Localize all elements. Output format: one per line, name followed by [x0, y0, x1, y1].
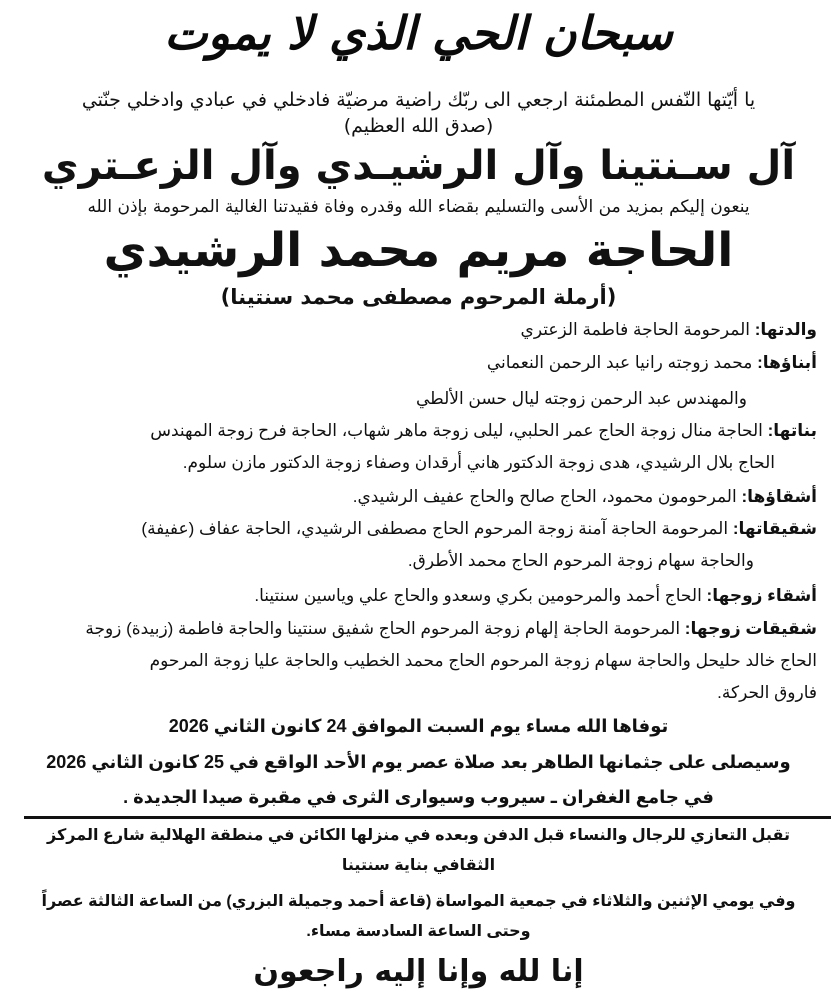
- burial-line: في جامع الغفران ـ سيروب وسيوارى الثرى في مقبرة صيدا الجديدة .: [123, 787, 714, 807]
- relative-husband-brothers: [254, 583, 817, 609]
- relative-daughters: [150, 418, 817, 444]
- relative-husband-sisters-cont: فاروق الحركة.: [717, 683, 817, 702]
- relative-label: أشقاؤها:: [741, 487, 817, 506]
- calligraphy-header: سبحان الحي الذي لا يموت: [164, 6, 673, 60]
- relative-daughters-cont: الحاج بلال الرشيدي، هدى زوجة الدكتور هاني أرقدان وصفاء زوجة الدكتور مازن سلوم.: [182, 453, 775, 472]
- relative-husband-sisters-cont: الحاج خالد حليحل والحاجة سهام زوجة المرحوم الحاج محمد الخطيب والحاجة عليا زوجة المرحوم: [149, 651, 817, 670]
- relative-text: الحاجة منال زوجة الحاج عمر الحلبي، ليلى زوجة ماهر شهاب، الحاجة فرح زوجة المهندس: [150, 421, 763, 440]
- relative-mother: [521, 317, 817, 343]
- announcement-text: ينعون إليكم بمزيد من الأسى والتسليم بقضاء الله وقدره وفاة فقيدتنا الغالية المرحومة بإذن الله: [87, 197, 750, 217]
- relative-text: المرحومة الحاجة آمنة زوجة المرحوم الحاج مصطفى الرشيدي، الحاجة عفاف (عفيفة): [141, 519, 729, 538]
- relative-label: شقيقات زوجها:: [684, 619, 817, 638]
- widow-of: (أرملة المرحوم مصطفى محمد سنتينا): [220, 285, 617, 309]
- relative-label: أبناؤها:: [757, 353, 817, 372]
- relative-sons-cont: والمهندس عبد الرحمن زوجته ليال حسن الألطي: [415, 389, 747, 408]
- relative-label: شقيقاتها:: [732, 519, 817, 538]
- condolence-line-4: وحتى الساعة السادسة مساء.: [306, 923, 531, 940]
- relative-sisters-cont: والحاجة سهام زوجة المرحوم الحاج محمد الأطرق.: [407, 551, 754, 570]
- closing-phrase: إنا لله وإنا إليه راجعون: [253, 954, 584, 989]
- relative-text: محمد زوجته رانيا عبد الرحمن النعماني: [486, 353, 753, 372]
- relative-husband-sisters: [85, 616, 817, 642]
- relative-sisters: [141, 516, 817, 542]
- condolence-line-2: الثقافي بناية سنتينا: [341, 857, 496, 874]
- families-heading: آل سـنتينا وآل الرشيـدي وآل الزعـتري: [41, 143, 796, 189]
- condolence-line-1: تقبل التعازي للرجال والنساء قبل الدفن وبعده في منزلها الكائن في منطقة الهلالية شارع المركز: [47, 827, 790, 844]
- relative-label: أشقاء زوجها:: [706, 586, 817, 605]
- condolence-line-3: وفي يومي الإثنين والثلاثاء في جمعية المواساة (قاعة أحمد وجميلة البزري) من الساعة الثالثة عصراً: [41, 893, 796, 910]
- relative-label: والدتها:: [754, 320, 817, 339]
- relative-label: بناتها:: [767, 421, 817, 440]
- relative-text: المرحومة الحاجة فاطمة الزعتري: [520, 320, 751, 339]
- quran-verse-attribution: (صدق الله العظيم): [343, 115, 494, 137]
- quran-verse: يا أيّتها النّفس المطمئنة ارجعي الى ربّك راضية مرضيّة فادخلي في عبادي وادخلي جنّتي: [81, 89, 756, 111]
- death-date-line: توفاها الله مساء يوم السبت الموافق 24 كانون الثاني 2026: [168, 716, 669, 736]
- relative-brothers: [353, 484, 817, 510]
- prayer-line: وسيصلى على جثمانها الطاهر بعد صلاة عصر يوم الأحد الواقع في 25 كانون الثاني 2026: [46, 752, 791, 772]
- relative-sons: [487, 350, 817, 376]
- deceased-name: الحاجة مريم محمد الرشيدي: [103, 223, 734, 278]
- relative-text: المرحومون محمود، الحاج صالح والحاج عفيف الرشيدي.: [352, 487, 737, 506]
- relative-text: الحاج أحمد والمرحومين بكري وسعدو والحاج علي وياسين سنتينا.: [254, 586, 702, 605]
- section-divider: [24, 816, 831, 819]
- relative-text: المرحومة الحاجة إلهام زوجة المرحوم الحاج شفيق سنتينا والحاجة فاطمة (زبيدة) زوجة: [85, 619, 681, 638]
